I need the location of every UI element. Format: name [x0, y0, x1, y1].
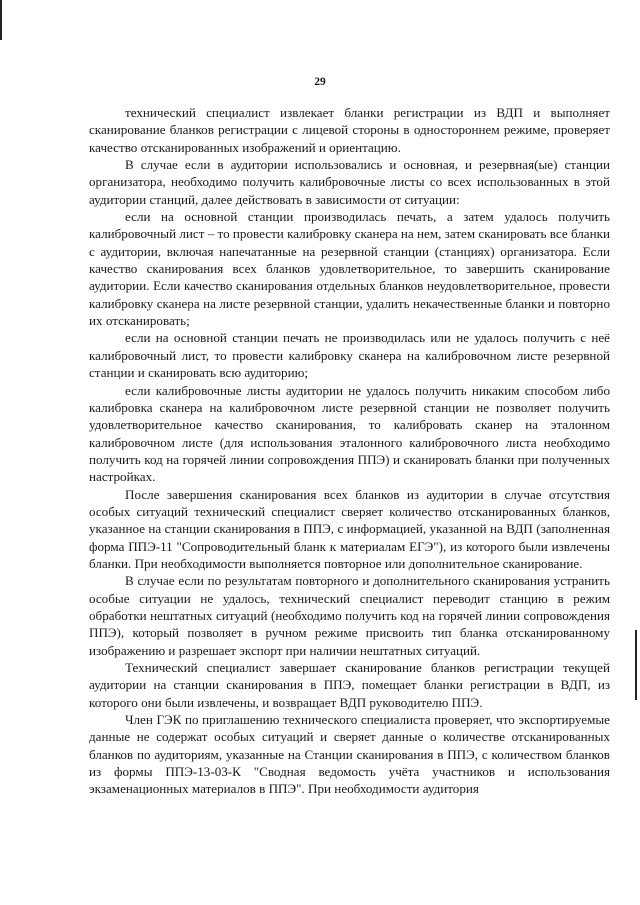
scan-edge-mark-left	[0, 0, 2, 40]
paragraph: В случае если в аудитории использовались и основная, и резервная(ые) станции организатора, необходимо получить калибровочные листы со всех использованных в этой аудитории станций, далее действовать в зависимости от ситуации:	[89, 157, 610, 207]
paragraph: если калибровочные листы аудитории не удалось получить никаким способом либо калибровка сканера на калибровочном листе резервной станции не позволяет получить удовлетворительное качество сканирования, то калибровать сканер на эталонном калибровочном листе (для использования эталонного калибровочного листа необходимо получить код на горячей линии сопровождения ППЭ) и сканировать бланки при полученных настройках.	[89, 382, 610, 485]
paragraph: технический специалист извлекает бланки регистрации из ВДП и выполняет сканирование бланков регистрации с лицевой стороны в одностороннем режиме, проверяет качество отсканированных изображений и ориентацию.	[89, 105, 610, 155]
document-body	[89, 104, 610, 798]
scan-edge-mark-right	[635, 630, 637, 700]
page-number: 29	[314, 76, 326, 88]
paragraph: После завершения сканирования всех бланков из аудитории в случае отсутствия особых ситуаций технический специалист сверяет количество отсканированных бланков, указанное на станции сканирования в ППЭ, с информацией, указанной на ВДП (заполненная форма ППЭ-11 "Сопроводительный бланк к материалам ЕГЭ"), из которого были извлечены бланки. При необходимости выполняется повторное или дополнительное сканирование.	[89, 486, 610, 571]
paragraph: В случае если по результатам повторного и дополнительного сканирования устранить особые ситуации не удалось, технический специалист переводит станцию в режим обработки нештатных ситуаций (необходимо получить код на горячей линии сопровождения ППЭ), который позволяет в ручном режиме присвоить тип бланка отсканированному изображению и разрешает экспорт при наличии нештатных ситуаций.	[89, 573, 610, 658]
paragraph: если на основной станции производилась печать, а затем удалось получить калибровочный лист – то провести калибровку сканера на нем, затем сканировать все бланки с аудитории, включая напечатанные на резервной станции (станциях) организатора. Если качество сканирования всех бланков удовлетворительное, то завершить сканирование аудитории. Если качество сканирования отдельных бланков неудовлетворительное, провести калибровку сканера на листе резервной станции, удалить некачественные бланки и повторно их отсканировать;	[89, 209, 610, 329]
paragraph: если на основной станции печать не производилась или не удалось получить с неё калибровочный лист, то провести калибровку сканера на калибровочном листе резервной станции и сканировать всю аудиторию;	[89, 330, 610, 381]
paragraph: Член ГЭК по приглашению технического специалиста проверяет, что экспортируемые данные не содержат особых ситуаций и сверяет данные о количестве отсканированных бланков по аудиториям, указанные на Станции сканирования в ППЭ, с количеством бланков из формы ППЭ-13-03-К "Сводная ведомость учёта участников и использования экзаменационных материалов в ППЭ". При необходимости аудитория	[89, 712, 610, 797]
paragraph: Технический специалист завершает сканирование бланков регистрации текущей аудитории на станции сканирования в ППЭ, помещает бланки регистрации в ВДП, из которого они были извлечены, и возвращает ВДП руководителю ППЭ.	[89, 660, 610, 710]
